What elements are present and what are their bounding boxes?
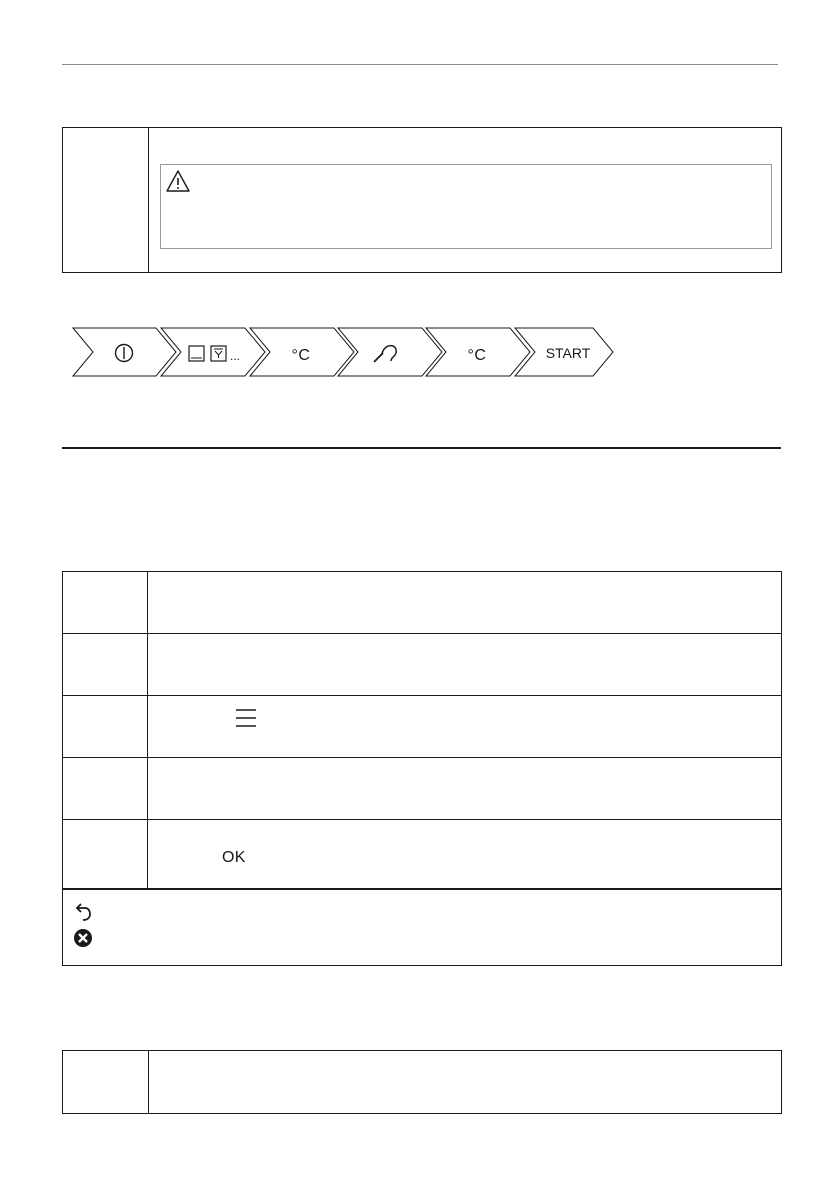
step-number-cell [63,1051,149,1113]
flow-step-power [73,328,176,376]
flow-step-start-label: START [545,345,591,361]
undo-icon [73,902,93,924]
step-number-cell [63,758,148,819]
header-rule [62,64,778,65]
steps-table [62,571,782,966]
ok-label: OK [222,849,246,866]
warning-step-box [62,127,782,273]
step-number-cell [63,820,148,888]
process-flow [72,327,617,377]
step-number-cell [63,634,148,695]
table-row [63,758,781,820]
step-number-cell [63,128,149,272]
warning-triangle-icon [165,169,191,193]
table-row [63,820,781,888]
step-number-cell [63,572,148,633]
menu-icon [235,707,257,729]
celsius-icon: °C [467,347,487,364]
celsius-icon: °C [291,347,311,364]
step-number-cell [63,696,148,757]
section-divider [62,447,781,449]
cancel-icon [73,928,93,948]
table-row [63,572,781,634]
steps-table-2 [62,1050,782,1114]
warning-callout [160,164,772,249]
table-row [63,696,781,758]
flow-step-mode-suffix: ... [230,349,241,363]
table-row [63,634,781,696]
table-note [63,888,781,967]
